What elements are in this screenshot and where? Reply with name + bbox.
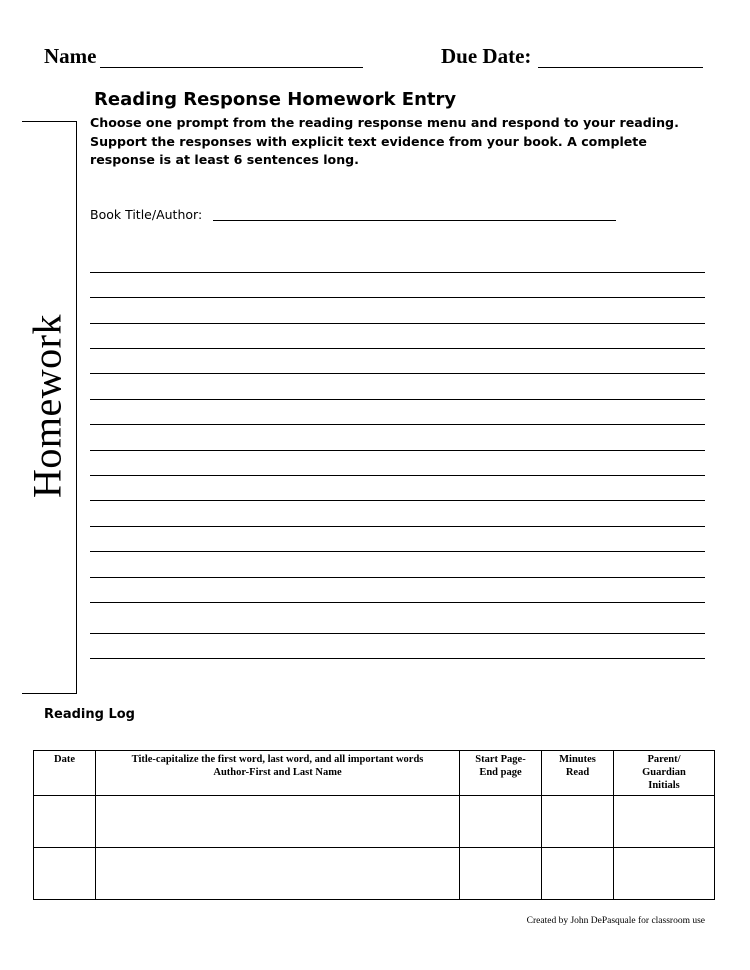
response-line[interactable] — [90, 551, 705, 552]
entry-title: Reading Response Homework Entry — [94, 89, 457, 110]
response-line[interactable] — [90, 450, 705, 451]
response-line[interactable] — [90, 399, 705, 400]
response-line[interactable] — [90, 272, 705, 273]
cell-minutes[interactable] — [542, 796, 614, 848]
name-field[interactable] — [100, 67, 363, 68]
response-line[interactable] — [90, 658, 705, 659]
reading-log-title: Reading Log — [44, 707, 135, 722]
response-line[interactable] — [90, 297, 705, 298]
cell-title-author[interactable] — [96, 796, 460, 848]
response-line[interactable] — [90, 633, 705, 634]
cell-parent-initials[interactable] — [614, 848, 715, 900]
response-line[interactable] — [90, 348, 705, 349]
cell-date[interactable] — [34, 848, 96, 900]
response-line[interactable] — [90, 500, 705, 501]
cell-minutes[interactable] — [542, 848, 614, 900]
response-line[interactable] — [90, 475, 705, 476]
col-minutes: Minutes Read — [542, 751, 614, 796]
table-row — [34, 848, 715, 900]
response-line[interactable] — [90, 424, 705, 425]
due-date-field[interactable] — [538, 67, 703, 68]
response-line[interactable] — [90, 577, 705, 578]
response-line[interactable] — [90, 526, 705, 527]
col-parent-initials: Parent/ Guardian Initials — [614, 751, 715, 796]
response-line[interactable] — [90, 373, 705, 374]
book-title-author-label: Book Title/Author: — [90, 207, 203, 222]
table-row — [34, 796, 715, 848]
cell-parent-initials[interactable] — [614, 796, 715, 848]
due-date-label: Due Date: — [441, 44, 532, 68]
col-date: Date — [34, 751, 96, 796]
credit-footer: Created by John DePasquale for classroom use — [526, 916, 705, 926]
response-line[interactable] — [90, 323, 705, 324]
col-title-author: Title-capitalize the first word, last word, and all important words Author-First and Last Name — [96, 751, 460, 796]
name-label: Name — [44, 44, 97, 68]
cell-pages[interactable] — [460, 796, 542, 848]
col-pages: Start Page- End page — [460, 751, 542, 796]
reading-log-table — [33, 750, 715, 900]
homework-side-label: Homework — [24, 314, 70, 498]
instructions: Choose one prompt from the reading response menu and respond to your reading. Support the responses with explicit text evidence from your book. A complete response is at least 6 sentences long. — [90, 115, 679, 167]
book-title-author-field[interactable] — [213, 220, 616, 221]
response-line[interactable] — [90, 602, 705, 603]
cell-title-author[interactable] — [96, 848, 460, 900]
table-header-row — [34, 751, 715, 796]
cell-date[interactable] — [34, 796, 96, 848]
cell-pages[interactable] — [460, 848, 542, 900]
